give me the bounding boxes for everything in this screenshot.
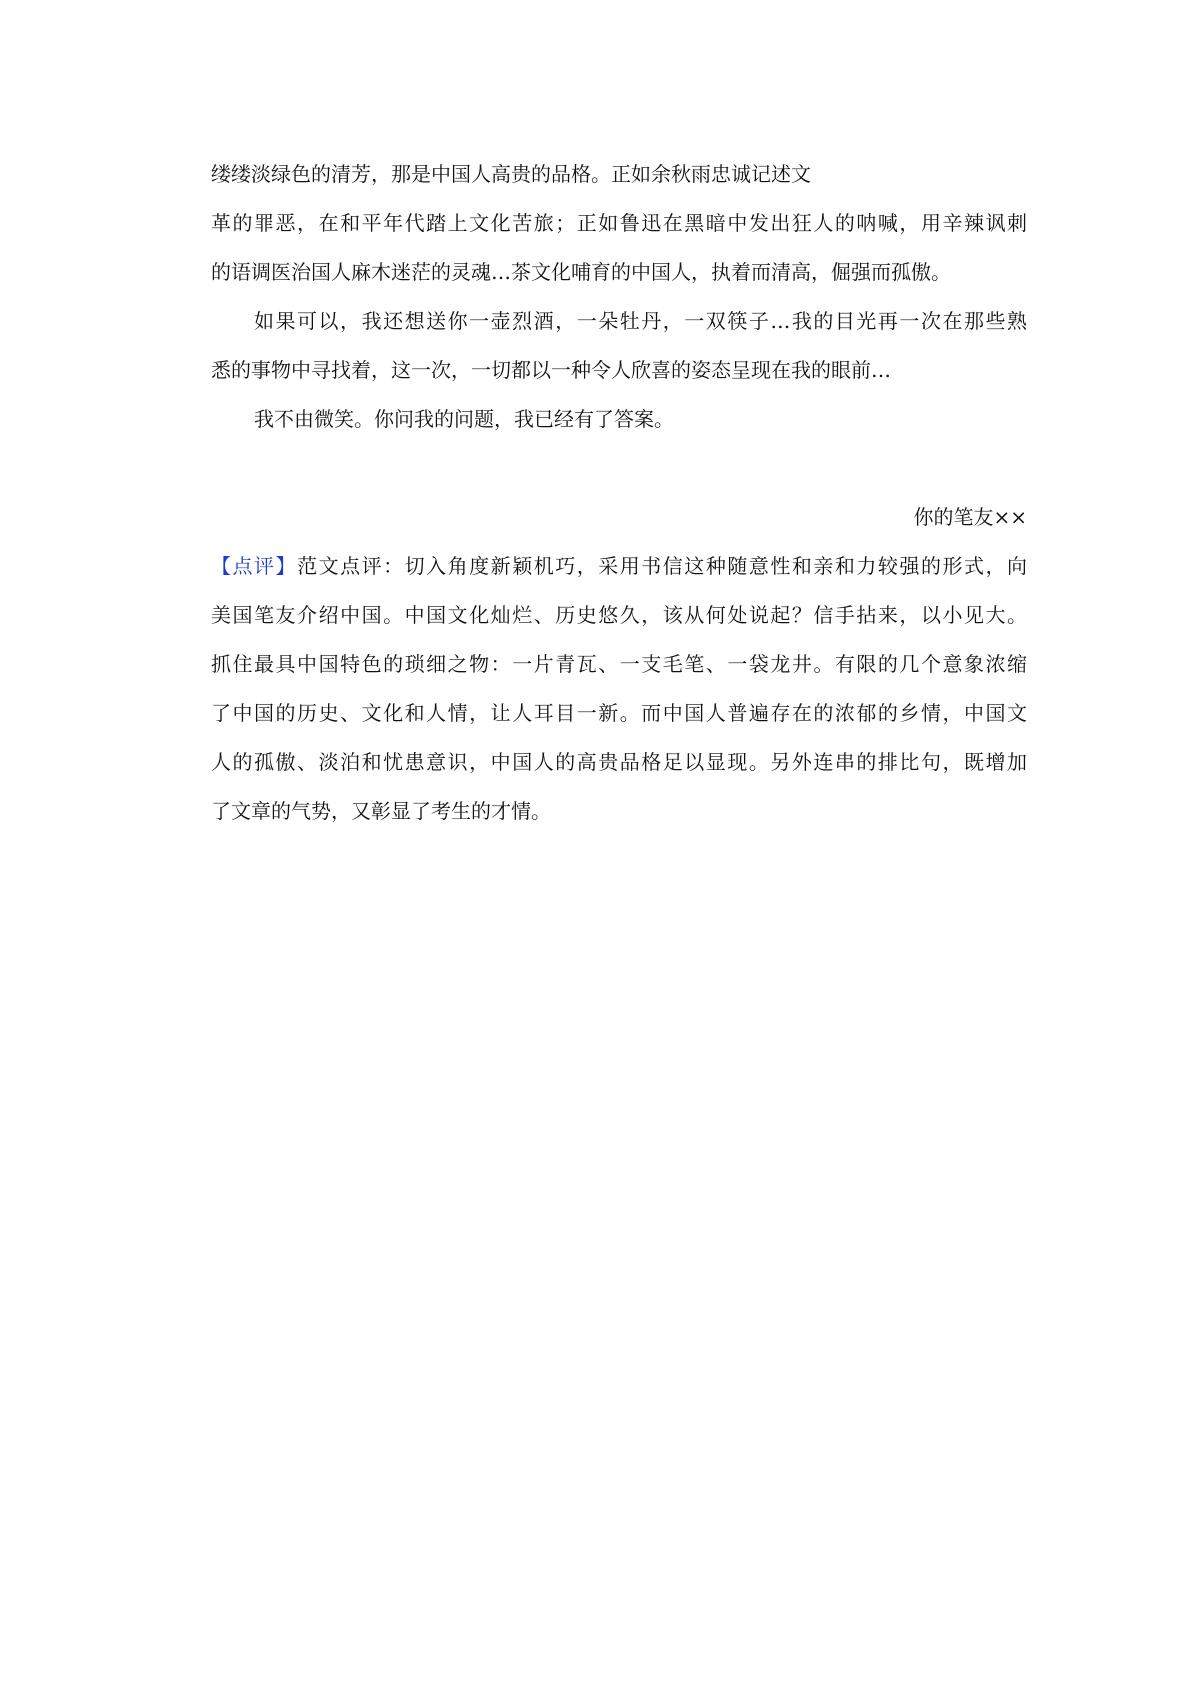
letter-line: 悉的事物中寻找着，这一次，一切都以一种令人欣喜的姿态呈现在我的眼前… [211,358,891,382]
letter-line: 缕缕淡绿色的清芳，那是中国人高贵的品格。正如余秋雨忠诚记述文 [211,162,811,186]
blank-line [211,444,1027,493]
letter-line: 如果可以，我还想送你一壶烈酒，一朵牡丹，一双筷子…我的目光再一次在那些熟 [254,309,1027,333]
letter-line: 革的罪恶，在和平年代踏上文化苦旅；正如鲁迅在黑暗中发出狂人的呐喊，用辛辣讽刺 [211,211,1027,235]
review-text: 范文点评：切入角度新颖机巧，采用书信这种随意性和亲和力较强的形式，向 [297,554,1027,578]
document-body [211,150,1027,836]
review-first-line [211,542,1027,591]
review-tag: 【点评】 [211,554,298,578]
review-line: 了文章的气势，又彰显了考生的才情。 [211,799,551,823]
review-line: 抓住最具中国特色的琐细之物：一片青瓦、一支毛笔、一袋龙井。有限的几个意象浓缩 [211,652,1027,676]
letter-line: 我不由微笑。你问我的问题，我已经有了答案。 [254,407,674,431]
review-line: 人的孤傲、淡泊和忧患意识，中国人的高贵品格足以显现。另外连串的排比句，既增加 [211,750,1027,774]
letter-signature: 你的笔友×× [913,505,1027,529]
letter-line: 的语调医治国人麻木迷茫的灵魂…茶文化哺育的中国人，执着而清高，倔强而孤傲。 [211,260,951,284]
review-line: 了中国的历史、文化和人情，让人耳目一新。而中国人普遍存在的浓郁的乡情，中国文 [211,701,1027,725]
review-line: 美国笔友介绍中国。中国文化灿烂、历史悠久，该从何处说起？信手拈来，以小见大。 [211,603,1027,627]
